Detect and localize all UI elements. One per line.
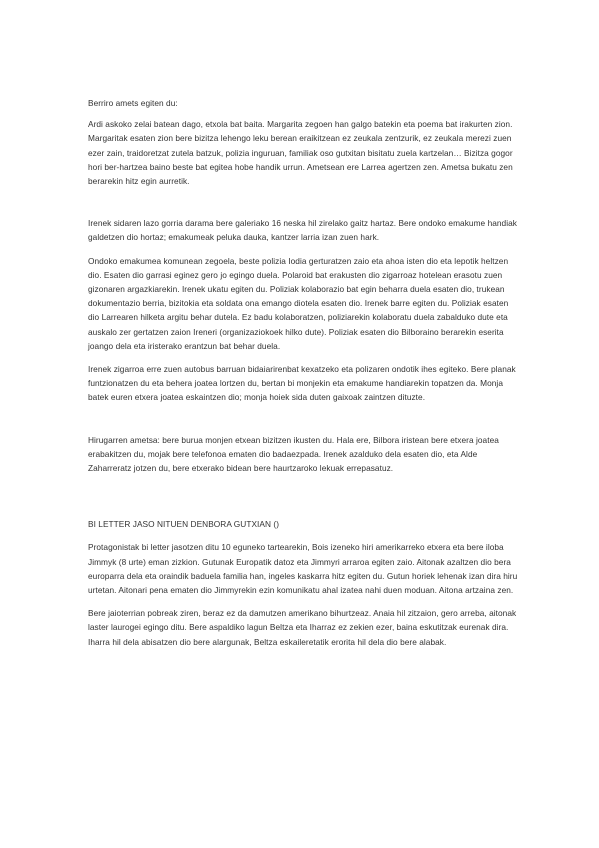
paragraph: Hirugarren ametsa: bere burua monjen etxean bizitzen ikusten du. Hala ere, Bilbora iristean bere etxera joatea erabakitzen du, mojak bere telefonoa ematen dio badaezpada. Irenek azalduko dela esaten dio, eta Alde Zaharreratz jotzen du, bere etxerako bidean bere haurtzaroko lekuak errepasatuz.: [88, 434, 499, 474]
document-body: [88, 96, 518, 658]
section-spacer: [88, 414, 518, 433]
intro-line: Berriro amets egiten du:: [88, 98, 178, 108]
section-spacer: [88, 484, 518, 517]
paragraph: Irenek zigarroa erre zuen autobus barruan bidaiarirenbat kexatzeko eta polizaren ondotik ihes egiteko. Bere planak funtzionatzen du eta behera joatea lortzen du, bertan bi monjekin eta emakume handiarekin topatzen da. Monja batek euren etxera joatea eskaintzen dio; monja hoiek sida duten gaixoak zaintzen dituzte.: [88, 364, 516, 403]
paragraph: Bere jaioterrian pobreak ziren, beraz ez da damutzen amerikano bihurtzeaz. Anaia hil zitzaion, gero arreba, aitonak laster laurogei egingo ditu. Bere aspaldiko lagun Beltza eta Iharraz ez zekien ezer, baina eskutitzak eurenak dira. Iharra hil dela abisatzen dio bere alargunak, Beltza eskaileretatik erorita hil dela dio bere alabak.: [88, 608, 517, 647]
paragraph: Irenek sidaren lazo gorria darama bere galeriako 16 neska hil zirelako gaitz hartaz. Bere ondoko emakume handiak galdetzen dio hortaz; emakumeak peluka dauka, kantzer larria izan zuen hark.: [88, 218, 517, 243]
section-spacer: [88, 197, 518, 216]
paragraph: Ondoko emakumea komunean zegoela, beste polizia Iodia gerturatzen zaio eta ahoa isten dio eta lepotik heltzen dio. Esaten dio garrasi eginez gero jo egingo duela. Polaroid bat erakusten dio zigarroaz hotelean erasotu zuen gizonaren argazkiarekin. Irenek ukatu egiten du. Poliziak kolaborazio bat egin beharra duela esaten dio, trukean dokumentazio berria, bizitokia eta soldata ona emango diotela esaten dio. Irenek barre egiten du. Poliziak esaten dio Larrearen hilketa argitu behar dutela. Ez badu kolaboratzen, poliziarekin kolaboratu duela zabalduko dute eta auskalo zer gertatzen zaion Ireneri (organizaziokoek hilko dute). Poliziak esaten dio Bilboraino berarekin eserita joango dela eta iristerako erantzun bat behar duela.: [88, 255, 509, 351]
paragraph: Ardi askoko zelai batean dago, etxola bat baita. Margarita zegoen han galgo batekin eta poema bat irakurten zion. Margaritak esaten zion bere bizitza lehengo leku berean eraikitzean ez zeukala zentzurik, ez zeukala merezi zuen ezer zain, traidoretzat zutela batzuk, polizia inguruan, familiak oso gutxitan bisitatu zuela kartzelan… Bizitza gogor hori ber-hartzea baino beste bat egitea hobe handik urrun. Ametsean ere Larrea agertzen zen. Ametsa bukatu zen berarekin hitz egin aurretik.: [88, 119, 513, 187]
paragraph: Protagonistak bi letter jasotzen ditu 10 eguneko tartearekin, Bois izeneko hiri amerikarreko etxera eta bere iloba Jimmyk (8 urte) eman zizkion. Gutunak Europatik datoz eta Jimmyri arraroa egiten zaio. Aitonak azaltzen dio bera europarra dela eta oraindik baduela familia han, ingeles kaskarra hitz egiten du. Gutun horiek lehenak izan dira hiru urtetan. Aitonari pena ematen dio Jimmyrekin ezin komunikatu ahal izatea nahi duen moduan. Aitona artzaina zen.: [88, 542, 518, 596]
section-heading: BI LETTER JASO NITUEN DENBORA GUTXIAN (): [88, 519, 280, 530]
